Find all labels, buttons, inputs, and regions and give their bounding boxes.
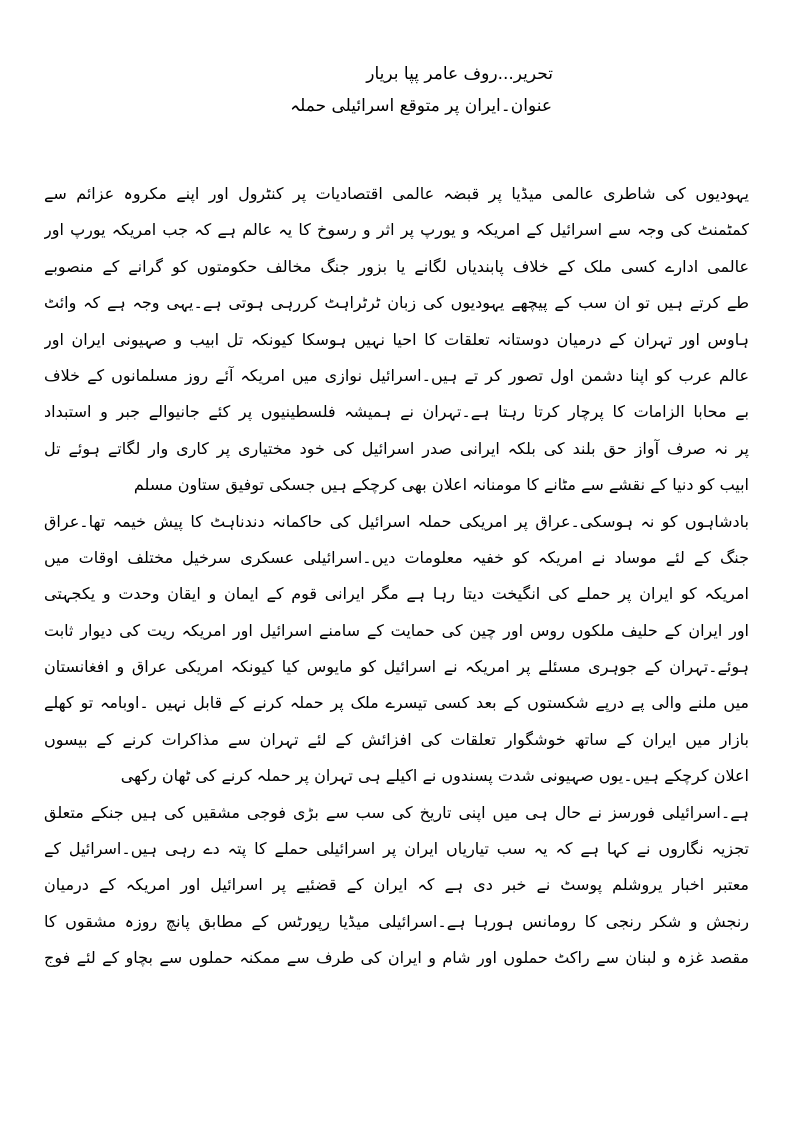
body-line: جنگ کے لئے موساد نے امریکہ کو خفیہ معلومات دیں۔اسرائیلی عسکری سرخیل مختلف اوقات میں bbox=[44, 547, 749, 567]
subject-line: عنوان۔ایران پر متوقع اسرائیلی حملہ bbox=[290, 96, 552, 116]
body-line: عالم عرب کو اپنا دشمن اول تصور کر تے ہیں۔اسرائیل نوازی میں امریکہ آئے روز مسلمانوں کے خلاف bbox=[44, 365, 749, 385]
article-body bbox=[44, 176, 749, 977]
body-line: ہاوس اور تہران کے درمیان دوستانہ تعلقات کا احیا نہیں ہوسکا کیونکہ تل ابیب و صہیونی ایران اور bbox=[44, 329, 749, 349]
document-header bbox=[0, 58, 793, 122]
body-line: عالمی ادارے کسی ملک کے خلاف پابندیاں لگانے یا بزور جنگ مخالف حکومتوں کو گرانے کے منصوبے bbox=[44, 256, 749, 276]
body-line: امریکہ کو ایران پر حملے کی انگیخت دیتا رہا ہے مگر ایرانی قوم کے ایمان و ایقان وحدت و یکجہتی bbox=[44, 584, 749, 604]
body-line: ہے۔اسرائیلی فورسز نے حال ہی میں اپنی تاریخ کی سب سے بڑی فوجی مشقیں کی ہیں جنکے متعلق bbox=[44, 802, 749, 822]
body-line: ابیب کو دنیا کے نقشے سے مٹانے کا مومنانہ اعلان بھی کرچکے ہیں جسکی توفیق ستاون مسلم bbox=[133, 475, 749, 495]
body-line: اور ایران کے حلیف ملکوں روس اور چین کی حمایت کے سامنے اسرائیل اور امریکہ ریت کی دیوار ثابت bbox=[44, 620, 749, 640]
author-line: تحریر...روف عامر پپا بریار bbox=[366, 64, 553, 84]
body-line: میں ملنے والی پے درپے شکستوں کے بعد کسی تیسرے ملک پر حملہ کرنے کے قابل نہیں ۔اوبامہ تو کھلے bbox=[44, 693, 749, 713]
body-line: تجزیہ نگاروں نے کہا ہے کہ یہ سب تیاریاں ایران پر اسرائیلی حملے کا پتہ دے رہی ہیں۔اسرائیل کے bbox=[44, 839, 749, 859]
body-line: بادشاہوں کو نہ ہوسکی۔عراق پر امریکی حملہ اسرائیل کی حاکمانہ دندناہٹ کا پیش خیمہ تھا۔عراق bbox=[44, 511, 749, 531]
body-line: معتبر اخبار یروشلم پوسٹ نے خبر دی ہے کہ ایران کے قضئیے پر اسرائیل اور امریکہ کے درمیان bbox=[44, 875, 749, 895]
body-line: طے کرتے ہیں تو ان سب کے پیچھے یہودیوں کی زبان ٹرٹراہٹ کررہی ہوتی ہے۔یہی وجہ ہے کہ وائٹ bbox=[44, 293, 749, 313]
body-line: مقصد غزہ و لبنان سے راکٹ حملوں اور شام و ایران کی طرف سے ممکنہ حملوں سے بچاو کے لئے فوج bbox=[44, 948, 749, 968]
body-line: پر نہ صرف آواز حق بلند کی بلکہ ایرانی صدر اسرائیل کی خود مختیاری پر کاری وار لگاتے ہوئے تل bbox=[44, 438, 749, 458]
body-line: یہودیوں کی شاطری عالمی میڈیا پر قبضہ عالمی اقتصادیات پر کنٹرول اور اپنے مکروہ عزائم سے bbox=[44, 184, 749, 203]
body-line: بے محابا الزامات کا پرچار کرتا رہتا ہے۔تہران نے ہمیشہ فلسطینیوں پر کئے جانیوالے جبر و استبداد bbox=[44, 402, 749, 422]
body-line: ہوئے۔تہران کے جوہری مسئلے پر امریکہ نے اسرائیل کو مایوس کیا کیونکہ امریکی عراق و افغانستان bbox=[44, 657, 749, 677]
body-line: رنجش و شکر رنجی کا رومانس ہورہا ہے۔اسرائیلی میڈیا رپورٹس کے مطابق پانچ روزہ مشقوں کا bbox=[44, 911, 749, 931]
body-line: بازار میں ایران کے ساتھ خوشگوار تعلقات کی افزائش کے لئے تہران سے مذاکرات کرنے کے بیسوں bbox=[44, 729, 749, 749]
body-line: کمٹمنٹ کی وجہ سے اسرائیل کے امریکہ و یورپ پر اثر و رسوخ کا یہ عالم ہے کہ جب امریکہ یورپ اور bbox=[44, 220, 749, 240]
body-line: اعلان کرچکے ہیں۔یوں صہیونی شدت پسندوں نے اکیلے ہی تہران پر حملہ کرنے کی ٹھان رکھی bbox=[120, 766, 749, 786]
